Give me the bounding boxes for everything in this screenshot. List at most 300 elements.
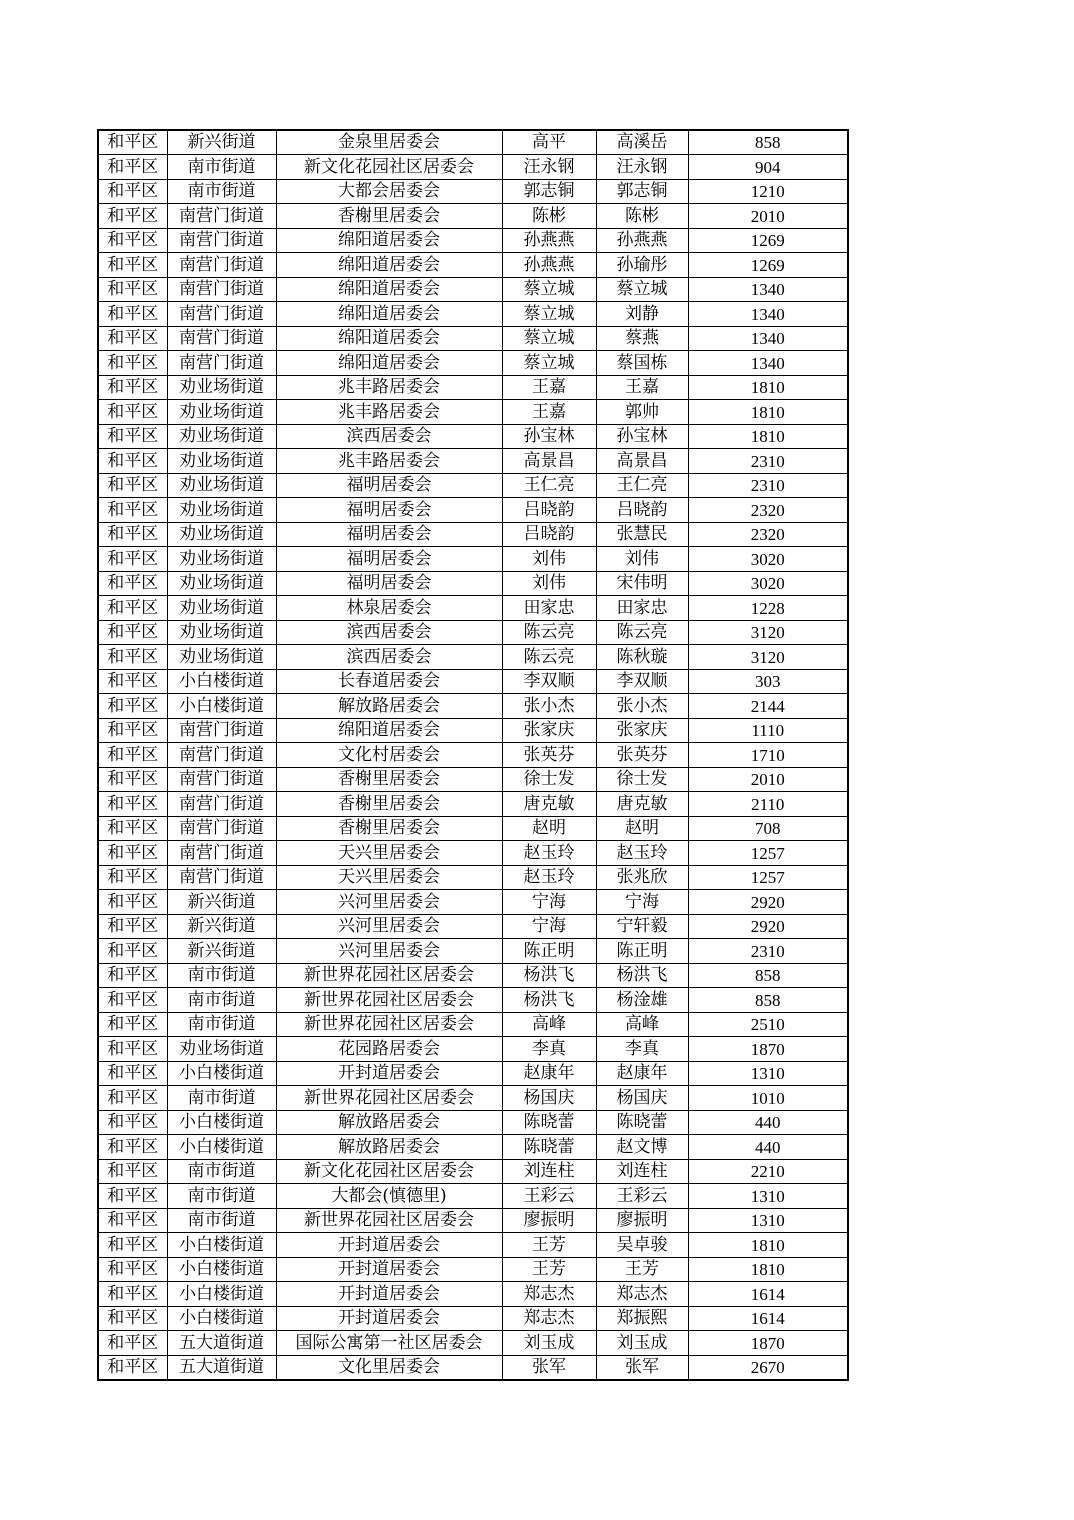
committee-cell: 香榭里居委会 [276,204,502,229]
amount-cell: 2144 [688,694,848,719]
district-cell: 和平区 [98,620,167,645]
amount-cell: 1257 [688,865,848,890]
table-row [98,694,848,719]
table-row [98,155,848,180]
committee-cell: 绵阳道居委会 [276,253,502,278]
member-name-cell: 李真 [596,1037,688,1062]
district-cell: 和平区 [98,204,167,229]
table-row [98,253,848,278]
amount-cell: 3120 [688,620,848,645]
member-name-cell: 刘连柱 [596,1159,688,1184]
district-cell: 和平区 [98,865,167,890]
committee-cell: 开封道居委会 [276,1257,502,1282]
committee-cell: 福明居委会 [276,473,502,498]
district-cell: 和平区 [98,1331,167,1356]
district-cell: 和平区 [98,645,167,670]
street-cell: 小白楼街道 [167,1233,276,1258]
street-cell: 劝业场街道 [167,620,276,645]
committee-cell: 绵阳道居委会 [276,718,502,743]
amount-cell: 1210 [688,179,848,204]
head-name-cell: 张军 [502,1355,596,1380]
committee-cell: 新文化花园社区居委会 [276,155,502,180]
district-cell: 和平区 [98,1110,167,1135]
amount-cell: 2310 [688,473,848,498]
street-cell: 小白楼街道 [167,694,276,719]
amount-cell: 2010 [688,204,848,229]
member-name-cell: 蔡立城 [596,277,688,302]
committee-cell: 新世界花园社区居委会 [276,963,502,988]
district-cell: 和平区 [98,1086,167,1111]
table-row [98,547,848,572]
head-name-cell: 陈云亮 [502,645,596,670]
street-cell: 南市街道 [167,1086,276,1111]
committee-cell: 绵阳道居委会 [276,326,502,351]
table-row [98,1233,848,1258]
amount-cell: 3020 [688,571,848,596]
member-name-cell: 宁轩毅 [596,914,688,939]
head-name-cell: 赵明 [502,816,596,841]
member-name-cell: 郑振熙 [596,1306,688,1331]
head-name-cell: 蔡立城 [502,277,596,302]
member-name-cell: 陈晓蕾 [596,1110,688,1135]
committee-cell: 新世界花园社区居委会 [276,1208,502,1233]
street-cell: 南营门街道 [167,228,276,253]
head-name-cell: 赵康年 [502,1061,596,1086]
member-name-cell: 汪永钢 [596,155,688,180]
member-name-cell: 唐克敏 [596,792,688,817]
table-row [98,400,848,425]
street-cell: 五大道街道 [167,1355,276,1380]
member-name-cell: 张军 [596,1355,688,1380]
street-cell: 南营门街道 [167,718,276,743]
head-name-cell: 王仁亮 [502,473,596,498]
member-name-cell: 吴卓骏 [596,1233,688,1258]
committee-cell: 香榭里居委会 [276,816,502,841]
district-cell: 和平区 [98,939,167,964]
street-cell: 劝业场街道 [167,596,276,621]
table-row [98,1184,848,1209]
district-cell: 和平区 [98,1184,167,1209]
district-cell: 和平区 [98,988,167,1013]
committee-cell: 滨西居委会 [276,645,502,670]
committee-cell: 长春道居委会 [276,669,502,694]
table-row [98,571,848,596]
street-cell: 新兴街道 [167,130,276,155]
committee-cell: 绵阳道居委会 [276,302,502,327]
street-cell: 南市街道 [167,1208,276,1233]
amount-cell: 2670 [688,1355,848,1380]
table-row [98,449,848,474]
street-cell: 南营门街道 [167,326,276,351]
committee-cell: 解放路居委会 [276,1110,502,1135]
district-cell: 和平区 [98,890,167,915]
amount-cell: 440 [688,1110,848,1135]
head-name-cell: 高平 [502,130,596,155]
amount-cell: 2310 [688,449,848,474]
district-cell: 和平区 [98,718,167,743]
street-cell: 南营门街道 [167,277,276,302]
district-cell: 和平区 [98,1208,167,1233]
street-cell: 小白楼街道 [167,1110,276,1135]
district-cell: 和平区 [98,596,167,621]
member-name-cell: 王彩云 [596,1184,688,1209]
district-cell: 和平区 [98,1306,167,1331]
head-name-cell: 刘伟 [502,571,596,596]
committee-cell: 新文化花园社区居委会 [276,1159,502,1184]
street-cell: 劝业场街道 [167,424,276,449]
district-cell: 和平区 [98,522,167,547]
street-cell: 劝业场街道 [167,473,276,498]
head-name-cell: 郑志杰 [502,1306,596,1331]
district-cell: 和平区 [98,816,167,841]
table-row [98,792,848,817]
head-name-cell: 宁海 [502,914,596,939]
head-name-cell: 李双顺 [502,669,596,694]
committee-cell: 文化村居委会 [276,743,502,768]
committee-cell: 福明居委会 [276,547,502,572]
member-name-cell: 郭帅 [596,400,688,425]
member-name-cell: 孙瑜彤 [596,253,688,278]
amount-cell: 2920 [688,890,848,915]
district-cell: 和平区 [98,498,167,523]
member-name-cell: 孙燕燕 [596,228,688,253]
amount-cell: 1810 [688,1257,848,1282]
street-cell: 劝业场街道 [167,375,276,400]
committee-cell: 绵阳道居委会 [276,277,502,302]
member-name-cell: 王仁亮 [596,473,688,498]
district-cell: 和平区 [98,277,167,302]
committee-cell: 天兴里居委会 [276,841,502,866]
table-row [98,522,848,547]
head-name-cell: 赵玉玲 [502,865,596,890]
street-cell: 南市街道 [167,1184,276,1209]
head-name-cell: 陈彬 [502,204,596,229]
committee-cell: 滨西居委会 [276,620,502,645]
district-cell: 和平区 [98,571,167,596]
district-cell: 和平区 [98,1355,167,1380]
district-cell: 和平区 [98,400,167,425]
head-name-cell: 郑志杰 [502,1282,596,1307]
table-row [98,277,848,302]
table-row [98,645,848,670]
table-row [98,988,848,1013]
head-name-cell: 汪永钢 [502,155,596,180]
street-cell: 南市街道 [167,1012,276,1037]
street-cell: 新兴街道 [167,939,276,964]
committee-cell: 兆丰路居委会 [276,400,502,425]
member-name-cell: 孙宝林 [596,424,688,449]
table-row [98,1159,848,1184]
table-row [98,1208,848,1233]
table-row [98,424,848,449]
street-cell: 劝业场街道 [167,571,276,596]
street-cell: 南营门街道 [167,865,276,890]
district-cell: 和平区 [98,914,167,939]
district-cell: 和平区 [98,253,167,278]
street-cell: 劝业场街道 [167,449,276,474]
amount-cell: 2320 [688,522,848,547]
amount-cell: 1310 [688,1061,848,1086]
street-cell: 南营门街道 [167,302,276,327]
street-cell: 小白楼街道 [167,1282,276,1307]
street-cell: 南市街道 [167,988,276,1013]
head-name-cell: 陈晓蕾 [502,1110,596,1135]
street-cell: 南市街道 [167,963,276,988]
district-cell: 和平区 [98,155,167,180]
committee-cell: 绵阳道居委会 [276,228,502,253]
amount-cell: 1710 [688,743,848,768]
head-name-cell: 王芳 [502,1257,596,1282]
committee-cell: 兴河里居委会 [276,890,502,915]
amount-cell: 1269 [688,228,848,253]
head-name-cell: 陈晓蕾 [502,1135,596,1160]
member-name-cell: 蔡国栋 [596,351,688,376]
head-name-cell: 杨国庆 [502,1086,596,1111]
table-row [98,963,848,988]
member-name-cell: 高峰 [596,1012,688,1037]
amount-cell: 1614 [688,1282,848,1307]
table-row [98,914,848,939]
head-name-cell: 李真 [502,1037,596,1062]
amount-cell: 2320 [688,498,848,523]
head-name-cell: 孙燕燕 [502,253,596,278]
head-name-cell: 吕晓韵 [502,498,596,523]
member-name-cell: 杨淦雄 [596,988,688,1013]
member-name-cell: 刘玉成 [596,1331,688,1356]
committee-cell: 天兴里居委会 [276,865,502,890]
committee-cell: 开封道居委会 [276,1061,502,1086]
street-cell: 小白楼街道 [167,1257,276,1282]
head-name-cell: 徐士发 [502,767,596,792]
amount-cell: 708 [688,816,848,841]
member-name-cell: 田家忠 [596,596,688,621]
table-row [98,596,848,621]
street-cell: 劝业场街道 [167,498,276,523]
street-cell: 五大道街道 [167,1331,276,1356]
district-cell: 和平区 [98,669,167,694]
committee-cell: 开封道居委会 [276,1306,502,1331]
table-row [98,890,848,915]
member-name-cell: 王嘉 [596,375,688,400]
district-cell: 和平区 [98,130,167,155]
district-cell: 和平区 [98,473,167,498]
table-row [98,939,848,964]
member-name-cell: 陈云亮 [596,620,688,645]
committee-cell: 福明居委会 [276,571,502,596]
table-row [98,130,848,155]
district-cell: 和平区 [98,963,167,988]
member-name-cell: 杨洪飞 [596,963,688,988]
committee-cell: 绵阳道居委会 [276,351,502,376]
member-name-cell: 刘静 [596,302,688,327]
district-cell: 和平区 [98,449,167,474]
amount-cell: 2110 [688,792,848,817]
table-row [98,1086,848,1111]
street-cell: 南营门街道 [167,204,276,229]
table-row [98,1282,848,1307]
amount-cell: 1870 [688,1331,848,1356]
street-cell: 小白楼街道 [167,1306,276,1331]
district-cell: 和平区 [98,179,167,204]
member-name-cell: 高景昌 [596,449,688,474]
amount-cell: 1310 [688,1208,848,1233]
committee-cell: 解放路居委会 [276,694,502,719]
committee-cell: 香榭里居委会 [276,767,502,792]
committee-cell: 林泉居委会 [276,596,502,621]
committee-cell: 兆丰路居委会 [276,449,502,474]
member-name-cell: 李双顺 [596,669,688,694]
committee-cell: 新世界花园社区居委会 [276,1086,502,1111]
table-row [98,326,848,351]
street-cell: 南营门街道 [167,743,276,768]
head-name-cell: 高景昌 [502,449,596,474]
head-name-cell: 刘玉成 [502,1331,596,1356]
amount-cell: 1810 [688,424,848,449]
committee-cell: 香榭里居委会 [276,792,502,817]
district-cell: 和平区 [98,1159,167,1184]
amount-cell: 2510 [688,1012,848,1037]
amount-cell: 1870 [688,1037,848,1062]
committee-cell: 新世界花园社区居委会 [276,988,502,1013]
member-name-cell: 张英芬 [596,743,688,768]
table-row [98,1037,848,1062]
table-row [98,1110,848,1135]
head-name-cell: 廖振明 [502,1208,596,1233]
street-cell: 南营门街道 [167,767,276,792]
amount-cell: 858 [688,963,848,988]
member-name-cell: 杨国庆 [596,1086,688,1111]
street-cell: 劝业场街道 [167,645,276,670]
committee-cell: 兴河里居委会 [276,914,502,939]
amount-cell: 1810 [688,1233,848,1258]
district-cell: 和平区 [98,841,167,866]
head-name-cell: 张英芬 [502,743,596,768]
committee-cell: 滨西居委会 [276,424,502,449]
member-name-cell: 张家庆 [596,718,688,743]
table-row [98,204,848,229]
district-cell: 和平区 [98,326,167,351]
head-name-cell: 陈正明 [502,939,596,964]
district-cell: 和平区 [98,228,167,253]
table-row [98,841,848,866]
table-row [98,1355,848,1380]
head-name-cell: 张小杰 [502,694,596,719]
amount-cell: 1310 [688,1184,848,1209]
amount-cell: 1340 [688,302,848,327]
table-row [98,228,848,253]
district-cell: 和平区 [98,1233,167,1258]
street-cell: 南市街道 [167,1159,276,1184]
amount-cell: 1269 [688,253,848,278]
committee-cell: 金泉里居委会 [276,130,502,155]
street-cell: 南市街道 [167,179,276,204]
member-name-cell: 高溪岳 [596,130,688,155]
table-row [98,375,848,400]
member-name-cell: 郑志杰 [596,1282,688,1307]
table-row [98,767,848,792]
head-name-cell: 刘连柱 [502,1159,596,1184]
member-name-cell: 张兆欣 [596,865,688,890]
committee-cell: 兆丰路居委会 [276,375,502,400]
amount-cell: 904 [688,155,848,180]
committee-cell: 文化里居委会 [276,1355,502,1380]
head-name-cell: 蔡立城 [502,326,596,351]
member-name-cell: 陈正明 [596,939,688,964]
member-name-cell: 陈彬 [596,204,688,229]
amount-cell: 1340 [688,351,848,376]
street-cell: 劝业场街道 [167,1037,276,1062]
head-name-cell: 陈云亮 [502,620,596,645]
street-cell: 南营门街道 [167,816,276,841]
head-name-cell: 王嘉 [502,400,596,425]
member-name-cell: 赵康年 [596,1061,688,1086]
amount-cell: 1614 [688,1306,848,1331]
table-row [98,669,848,694]
district-cell: 和平区 [98,1061,167,1086]
street-cell: 南营门街道 [167,792,276,817]
head-name-cell: 孙燕燕 [502,228,596,253]
table-row [98,498,848,523]
head-name-cell: 蔡立城 [502,351,596,376]
district-cell: 和平区 [98,424,167,449]
member-name-cell: 廖振明 [596,1208,688,1233]
amount-cell: 1110 [688,718,848,743]
amount-cell: 2210 [688,1159,848,1184]
table-row [98,473,848,498]
table-row [98,1012,848,1037]
head-name-cell: 王芳 [502,1233,596,1258]
district-cell: 和平区 [98,547,167,572]
street-cell: 新兴街道 [167,914,276,939]
data-table [97,129,849,1381]
committee-cell: 兴河里居委会 [276,939,502,964]
amount-cell: 2010 [688,767,848,792]
head-name-cell: 王嘉 [502,375,596,400]
head-name-cell: 田家忠 [502,596,596,621]
head-name-cell: 唐克敏 [502,792,596,817]
table-row [98,1257,848,1282]
member-name-cell: 徐士发 [596,767,688,792]
district-cell: 和平区 [98,1282,167,1307]
member-name-cell: 赵文博 [596,1135,688,1160]
member-name-cell: 王芳 [596,1257,688,1282]
committee-cell: 开封道居委会 [276,1282,502,1307]
table-row [98,620,848,645]
amount-cell: 1010 [688,1086,848,1111]
table-row [98,302,848,327]
head-name-cell: 蔡立城 [502,302,596,327]
table-row [98,179,848,204]
amount-cell: 858 [688,130,848,155]
head-name-cell: 孙宝林 [502,424,596,449]
member-name-cell: 赵明 [596,816,688,841]
committee-cell: 解放路居委会 [276,1135,502,1160]
head-name-cell: 杨洪飞 [502,988,596,1013]
street-cell: 南营门街道 [167,253,276,278]
amount-cell: 1340 [688,277,848,302]
street-cell: 新兴街道 [167,890,276,915]
district-cell: 和平区 [98,743,167,768]
table-row [98,743,848,768]
table-row [98,1061,848,1086]
district-cell: 和平区 [98,1037,167,1062]
member-name-cell: 张小杰 [596,694,688,719]
district-cell: 和平区 [98,1135,167,1160]
head-name-cell: 高峰 [502,1012,596,1037]
table-row [98,865,848,890]
amount-cell: 2920 [688,914,848,939]
amount-cell: 1228 [688,596,848,621]
